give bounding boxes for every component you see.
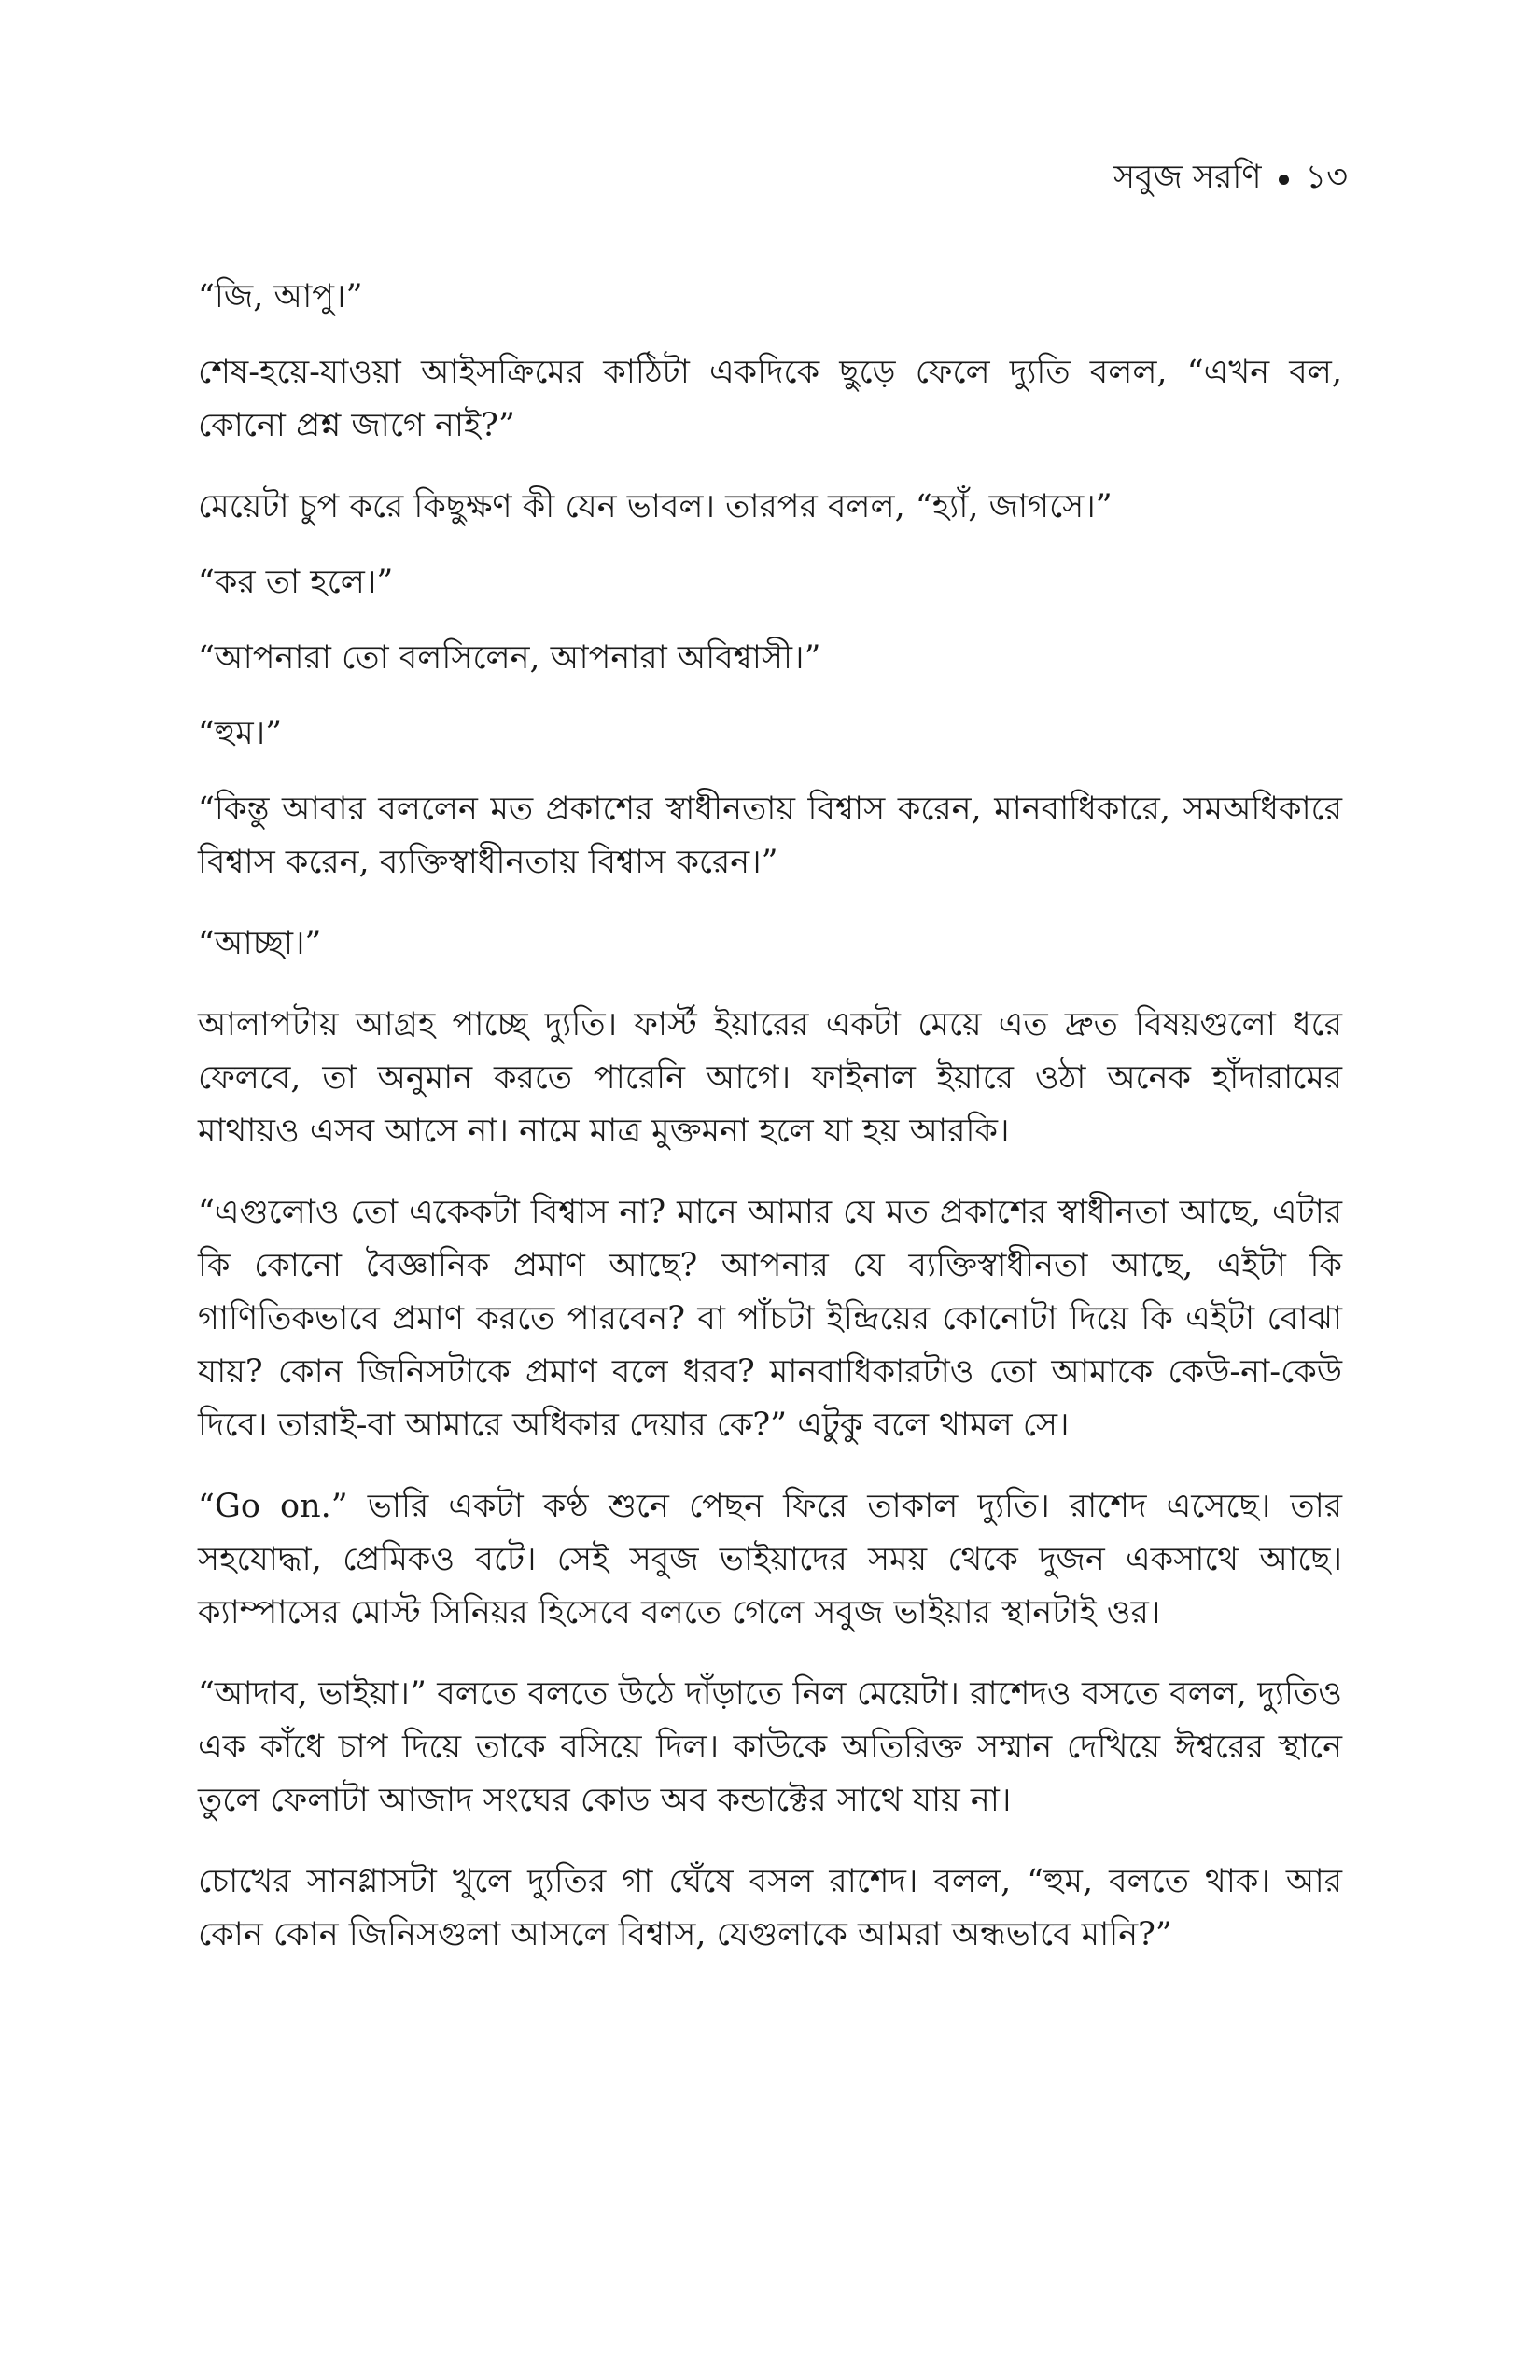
paragraph: “আদাব, ভাইয়া।” বলতে বলতে উঠে দাঁড়াতে নিল মেয়েটা। রাশেদও বসতে বলল, দ্যুতিও এক কাঁধে চাপ দিয়ে তাকে বসিয়ে দিল। কাউকে অতিরিক্ত সম্মান দেখিয়ে ঈশ্বরের স্থানে তুলে ফেলাটা আজাদ সংঘের কোড অব কন্ডাক্টের সাথে যায় না।: [198, 1675, 1342, 1819]
paragraph: “কিন্তু আবার বললেন মত প্রকাশের স্বাধীনতায় বিশ্বাস করেন, মানবাধিকারে, সমঅধিকারে বিশ্বাস করেন, ব্যক্তিস্বাধীনতায় বিশ্বাস করেন।”: [198, 791, 1342, 881]
paragraph: আলাপটায় আগ্রহ পাচ্ছে দ্যুতি। ফার্স্ট ইয়ারের একটা মেয়ে এত দ্রুত বিষয়গুলো ধরে ফেলবে, তা অনুমান করতে পারেনি আগে। ফাইনাল ইয়ারে ওঠা অনেক হাঁদারামের মাথায়ও এসব আসে না। নামে মাত্র মুক্তমনা হলে যা হয় আরকি।: [198, 1006, 1342, 1150]
page-number: ১৩: [1305, 159, 1348, 196]
paragraph: “কর তা হলে।”: [198, 564, 394, 601]
paragraph: “জি, আপু।”: [198, 278, 363, 315]
paragraph: “আপনারা তো বলসিলেন, আপনারা অবিশ্বাসী।”: [198, 639, 821, 677]
book-title: সবুজ সরণি: [1113, 159, 1262, 196]
bullet-separator-icon: [1279, 175, 1289, 185]
running-header: [1113, 157, 1348, 198]
paragraph: “Go on.” ভারি একটা কণ্ঠ শুনে পেছন ফিরে তাকাল দ্যুতি। রাশেদ এসেছে। তার সহযোদ্ধা, প্রেমিকও বটে। সেই সবুজ ভাইয়াদের সময় থেকে দুজন একসাথে আছে। ক্যাম্পাসের মোস্ট সিনিয়র হিসেবে বলতে গেলে সবুজ ভাইয়ার স্থানটাই ওর।: [198, 1488, 1342, 1631]
paragraph: “এগুলোও তো একেকটা বিশ্বাস না? মানে আমার যে মত প্রকাশের স্বাধীনতা আছে, এটার কি কোনো বৈজ্ঞানিক প্রমাণ আছে? আপনার যে ব্যক্তিস্বাধীনতা আছে, এইটা কি গাণিতিকভাবে প্রমাণ করতে পারবেন? বা পাঁচটা ইন্দ্রিয়ের কোনোটা দিয়ে কি এইটা বোঝা যায়? কোন জিনিসটাকে প্রমাণ বলে ধরব? মানবাধিকারটাও তো আমাকে কেউ-না-কেউ দিবে। তারাই-বা আমারে অধিকার দেয়ার কে?” এটুকু বলে থামল সে।: [198, 1194, 1342, 1444]
paragraph: শেষ-হয়ে-যাওয়া আইসক্রিমের কাঠিটা একদিকে ছুড়ে ফেলে দ্যুতি বলল, “এখন বল, কোনো প্রশ্ন জাগে নাই?”: [198, 354, 1342, 444]
paragraph: “আচ্ছা।”: [198, 925, 322, 962]
body-text: [198, 271, 1342, 1990]
paragraph: “হুম।”: [198, 715, 283, 752]
paragraph: মেয়েটা চুপ করে কিছুক্ষণ কী যেন ভাবল। তারপর বলল, “হ্যাঁ, জাগসে।”: [198, 488, 1113, 525]
paragraph: চোখের সানগ্লাসটা খুলে দ্যুতির গা ঘেঁষে বসল রাশেদ। বলল, “হুম, বলতে থাক। আর কোন কোন জিনিসগুলা আসলে বিশ্বাস, যেগুলাকে আমরা অন্ধভাবে মানি?”: [198, 1863, 1342, 1953]
